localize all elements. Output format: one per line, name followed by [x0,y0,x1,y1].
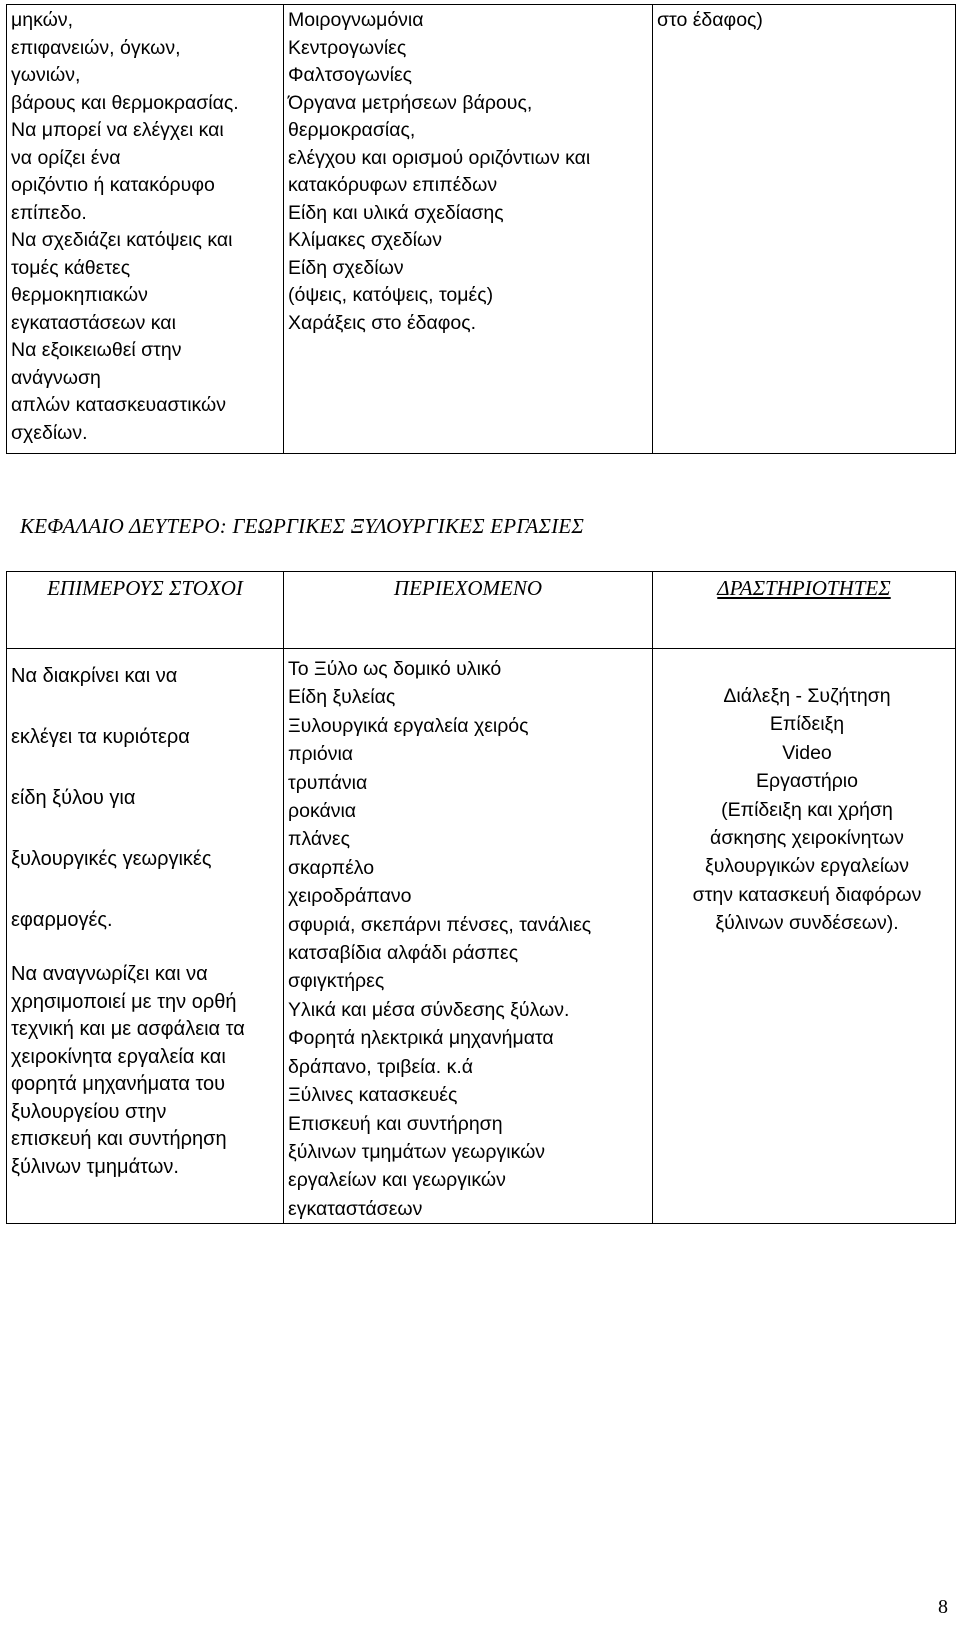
activities-lines [653,649,955,938]
continued-objective-line: οριζόντιο ή κατακόρυφο [11,174,215,196]
objective-line: ξυλουργείου στην [11,1100,167,1123]
activity-line: (Επίδειξη και χρήση [721,798,893,821]
continued-objective-line: ανάγνωση [11,366,101,389]
activity-line: Επίδειξη [769,713,845,736]
continued-content-line: Είδη και υλικά σχεδίασης [288,201,504,224]
continued-content-line: (όψεις, κατόψεις, τομές) [288,284,494,306]
objective-line: είδη ξύλου για [11,787,136,809]
content-cell [284,649,653,1224]
continued-content-line: Κεντρογωνίες [288,36,407,59]
content-line: ροκάνια [288,800,357,823]
content-line: Επισκευή και συντήρηση [288,1112,503,1135]
continued-content-lines [284,5,652,337]
continued-objective-line: Να εξοικειωθεί στην [11,339,182,361]
content-line: σφυριά, σκεπάρνι πένσες, τανάλιες [288,913,592,936]
objective-line: ξύλινων τμημάτων. [11,1155,179,1178]
objectives-cell [7,649,284,1224]
objective-line: εκλέγει τα κυριότερα [11,726,190,748]
activity-line: ξυλουργικών εργαλείων [705,855,909,878]
objective-line: χρησιμοποιεί με την ορθή [11,990,237,1013]
content-lines [284,649,652,1223]
content-line: χειροδράπανο [288,885,412,908]
activity-line: άσκησης χειροκίνητων [710,827,904,850]
continued-table [6,4,956,454]
continued-objective-line: γωνιών, [11,64,81,86]
page-number: 8 [938,1596,948,1618]
activity-line: στην κατασκευή διαφόρων [692,883,922,906]
continued-content-line: Χαράξεις στο έδαφος. [288,311,477,334]
continued-objective-line: απλών κατασκευαστικών [11,394,227,416]
header-content: ΠΕΡΙΕΧΟΜΕΝΟ [393,576,543,600]
header-activities-cell [653,572,956,649]
content-line: Υλικά και μέσα σύνδεσης ξύλων. [288,998,570,1021]
content-line: Ξυλουργικά εργαλεία χειρός [288,714,529,737]
continued-content-line: Όργανα μετρήσεων βάρους, [288,91,533,114]
continued-content-line: ελέγχου και ορισμού οριζόντιων και [288,146,591,169]
continued-objective-line: μηκών, [11,9,73,31]
continued-objective-line: επίπεδο. [11,201,87,224]
activities-cell [653,649,956,1224]
objective-line: Να διακρίνει και να [11,665,178,687]
continued-content-line: Μοιρογνωμόνια [288,9,424,31]
activity-line: Εργαστήριο [756,770,858,793]
content-line: εγκαταστάσεων [288,1197,423,1220]
continued-content-line: Φαλτσογωνίες [288,64,413,86]
continued-objective-line: τομές κάθετες [11,256,131,279]
continued-content-line: κατακόρυφων επιπέδων [288,174,498,196]
continued-activities-cell [653,5,956,454]
header-activities: ΔΡΑΣΤΗΡΙΟΤΗΤΕΣ [717,576,891,600]
content-line: Φορητά ηλεκτρικά μηχανήματα [288,1027,554,1050]
header-objectives-cell [7,572,284,649]
objective-line: Να αναγνωρίζει και να [11,963,208,985]
chapter-table [6,571,956,1224]
content-line: Είδη ξυλείας [288,686,396,709]
content-line: πριόνια [288,743,354,766]
activity-line: ξύλινων συνδέσεων). [715,912,899,935]
objective-line: εφαρμογές. [11,909,113,931]
continued-objective-line: σχεδίων. [11,421,88,444]
continued-objective-line: θερμοκηπιακών [11,284,148,306]
continued-content-line: Κλίμακες σχεδίων [288,229,442,251]
content-line: σκαρπέλο [288,856,375,879]
objectives-second-group [11,961,283,1181]
continued-objectives-cell [7,5,284,454]
content-line: σφιγκτήρες [288,970,385,993]
objective-line: χειροκίνητα εργαλεία και [11,1045,226,1068]
header-objectives: ΕΠΙΜΕΡΟΥΣ ΣΤΟΧΟΙ [47,576,243,600]
content-line: τρυπάνια [288,771,368,794]
objective-line: τεχνική και με ασφάλεια τα [11,1018,245,1040]
continued-activity-line: στο έδαφος) [657,9,763,31]
continued-objective-line: εγκαταστάσεων και [11,311,176,334]
continued-objective-line: επιφανειών, όγκων, [11,36,181,59]
continued-objectives-lines [7,5,283,447]
chapter-title: ΚΕΦΑΛΑΙΟ ΔΕΥΤΕΡΟ: ΓΕΩΡΓΙΚΕΣ ΞΥΛΟΥΡΓΙΚΕΣ ΕΡΓΑΣΙΕΣ [20,514,585,538]
activity-line: Video [782,741,832,764]
continued-activities-lines [653,5,955,35]
continued-content-line: θερμοκρασίας, [288,119,416,141]
objectives-first-group [11,649,283,935]
continued-content-cell [284,5,653,454]
content-line: εργαλείων και γεωργικών [288,1169,506,1192]
continued-objective-line: Να σχεδιάζει κατόψεις και [11,229,233,251]
objective-line: ξυλουργικές γεωργικές [11,848,212,870]
content-line: Ξύλινες κατασκευές [288,1084,458,1107]
content-line: κατσαβίδια αλφάδι ράσπες [288,942,519,965]
objective-line: φορητά μηχανήματα του [11,1073,226,1095]
continued-content-line: Είδη σχεδίων [288,256,404,279]
content-line: Το Ξύλο ως δομικό υλικό [288,658,502,680]
header-content-cell [284,572,653,649]
activity-line: Διάλεξη - Συζήτηση [723,685,891,707]
continued-objective-line: Να μπορεί να ελέγχει και [11,119,224,141]
continued-objective-line: να ορίζει ένα [11,146,121,169]
content-line: πλάνες [288,828,351,851]
objective-line: επισκευή και συντήρηση [11,1128,227,1150]
content-line: δράπανο, τριβεία. κ.ά [288,1055,474,1078]
continued-objective-line: βάρους και θερμοκρασίας. [11,91,239,114]
content-line: ξύλινων τμημάτων γεωργικών [288,1140,546,1163]
